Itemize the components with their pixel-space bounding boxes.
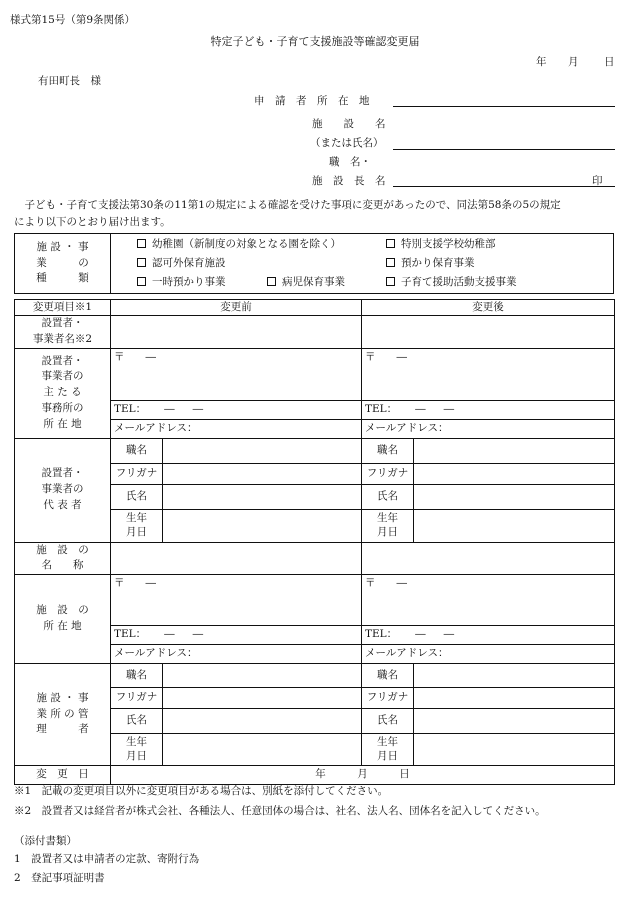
mgr-kana-label-before: フリガナ [111, 688, 163, 709]
mgr-birth-after[interactable] [414, 734, 615, 766]
facility-type-table [14, 233, 614, 294]
rep-kana-label-after: フリガナ [362, 463, 414, 484]
row-label-founder-name: 設置者・ 事業者名※2 [15, 316, 111, 349]
founder-office-address-before[interactable]: 〒 ― [111, 348, 362, 400]
mgr-name-after[interactable] [414, 709, 615, 734]
row-label-founder-rep: 設置者・ 事業者の 代 表 者 [15, 438, 111, 542]
body-text-line-2: により以下のとおり届け出ます。 [14, 216, 171, 228]
rep-title-label-after: 職名 [362, 438, 414, 463]
applicant-address-line[interactable] [393, 106, 615, 107]
attachment-item-1: 1 設置者又は申請者の定款、寄附行為 [14, 853, 200, 865]
founder-office-tel-after[interactable]: TEL： ― ― [362, 400, 615, 419]
change-table [14, 299, 615, 785]
checkbox-icon [137, 258, 146, 267]
rep-kana-before[interactable] [163, 463, 362, 484]
change-date-label: 変 更 日 [15, 766, 111, 785]
form-title: 特定子ども・子育て支援施設等確認変更届 [210, 35, 420, 48]
facility-name-after[interactable] [362, 542, 615, 575]
header-after: 変更後 [362, 300, 615, 316]
row-label-founder-office: 設置者・ 事業者の 主 た る 事務所の 所 在 地 [15, 348, 111, 438]
rep-title-label-before: 職名 [111, 438, 163, 463]
mgr-title-label-after: 職名 [362, 664, 414, 688]
rep-birth-before[interactable] [163, 509, 362, 542]
addressee: 有田町長 様 [38, 75, 101, 87]
date-year: 年 [536, 56, 547, 68]
rep-kana-label-before: フリガナ [111, 463, 163, 484]
date-day: 日 [604, 56, 615, 68]
facility-head-label: 施 設 長 名 [312, 175, 386, 187]
mgr-name-before[interactable] [163, 709, 362, 734]
row-label-facility-manager: 施 設 ・ 事 業 所 の 管 理 者 [15, 664, 111, 766]
rep-name-after[interactable] [414, 484, 615, 509]
applicant-address-label: 申 請 者 所 在 地 [254, 95, 370, 107]
checkbox-icon [386, 277, 395, 286]
row-label-facility-address: 施 設 の 所 在 地 [15, 575, 111, 664]
facility-type-label: 施 設 ・ 事 業 の 種 類 [15, 234, 111, 294]
form-number: 様式第15号（第9条関係） [10, 14, 136, 26]
rep-name-label-before: 氏名 [111, 484, 163, 509]
header-before: 変更前 [111, 300, 362, 316]
checkbox-icon [386, 239, 395, 248]
option-extended-care[interactable]: 預かり保育事業 [386, 257, 475, 270]
mgr-name-label-before: 氏名 [111, 709, 163, 734]
founder-name-after[interactable] [362, 316, 615, 349]
option-sick-child-care[interactable]: 病児保育事業 [267, 276, 345, 289]
mgr-birth-label-before: 生年 月日 [111, 734, 163, 766]
mgr-title-before[interactable] [163, 664, 362, 688]
founder-name-before[interactable] [111, 316, 362, 349]
note-1: ※1 記載の変更項目以外に変更項目がある場合は、別紙を添付してください。 [14, 785, 389, 797]
mgr-birth-label-after: 生年 月日 [362, 734, 414, 766]
founder-office-address-after[interactable]: 〒 ― [362, 348, 615, 400]
attachments-heading: （添付書類） [14, 835, 77, 847]
option-family-support[interactable]: 子育て援助活動支援事業 [386, 276, 517, 289]
option-kindergarten[interactable]: 幼稚園（新制度の対象となる園を除く） [137, 238, 341, 251]
mgr-birth-before[interactable] [163, 734, 362, 766]
seal-mark: 印 [592, 175, 603, 187]
founder-office-email-before[interactable]: メールアドレス： [111, 419, 362, 438]
rep-birth-label-after: 生年 月日 [362, 509, 414, 542]
facility-email-after[interactable]: メールアドレス： [362, 645, 615, 664]
rep-title-before[interactable] [163, 438, 362, 463]
body-text-line-1: 子ども・子育て支援法第30条の11第1の規定による確認を受けた事項に変更があったので、同法第58条の5の規定 [14, 199, 561, 211]
rep-title-after[interactable] [414, 438, 615, 463]
facility-name-before[interactable] [111, 542, 362, 575]
mgr-title-label-before: 職名 [111, 664, 163, 688]
facility-head-line[interactable] [393, 186, 615, 187]
facility-address-before[interactable]: 〒 ― [111, 575, 362, 626]
checkbox-icon [137, 239, 146, 248]
or-name-label: （または氏名） [310, 137, 384, 149]
option-unlicensed-childcare[interactable]: 認可外保育施設 [137, 257, 226, 270]
rep-name-before[interactable] [163, 484, 362, 509]
mgr-name-label-after: 氏名 [362, 709, 414, 734]
checkbox-icon [137, 277, 146, 286]
mgr-kana-before[interactable] [163, 688, 362, 709]
header-change-item: 変更項目※1 [15, 300, 111, 316]
founder-office-email-after[interactable]: メールアドレス： [362, 419, 615, 438]
mgr-title-after[interactable] [414, 664, 615, 688]
option-temporary-care[interactable]: 一時預かり事業 [137, 276, 226, 289]
date-month: 月 [568, 56, 579, 68]
option-special-school-kindergarten[interactable]: 特別支援学校幼稚部 [386, 238, 496, 251]
founder-office-tel-before[interactable]: TEL： ― ― [111, 400, 362, 419]
mgr-kana-label-after: フリガナ [362, 688, 414, 709]
mgr-kana-after[interactable] [414, 688, 615, 709]
facility-name-label: 施 設 名 [312, 118, 386, 130]
attachment-item-2: 2 登記事項証明書 [14, 872, 105, 884]
facility-type-options [111, 234, 614, 294]
rep-birth-label-before: 生年 月日 [111, 509, 163, 542]
facility-tel-before[interactable]: TEL： ― ― [111, 626, 362, 645]
facility-email-before[interactable]: メールアドレス： [111, 645, 362, 664]
rep-name-label-after: 氏名 [362, 484, 414, 509]
rep-kana-after[interactable] [414, 463, 615, 484]
facility-address-after[interactable]: 〒 ― [362, 575, 615, 626]
checkbox-icon [267, 277, 276, 286]
rep-birth-after[interactable] [414, 509, 615, 542]
row-label-facility-name: 施 設 の 名 称 [15, 542, 111, 575]
checkbox-icon [386, 258, 395, 267]
facility-tel-after[interactable]: TEL： ― ― [362, 626, 615, 645]
facility-name-line[interactable] [393, 149, 615, 150]
change-date-value[interactable]: 年 月 日 [111, 766, 615, 785]
note-2: ※2 設置者又は経営者が株式会社、各種法人、任意団体の場合は、社名、法人名、団体名を記入してください。 [14, 805, 546, 817]
title-label: 職 名・ [329, 156, 371, 168]
